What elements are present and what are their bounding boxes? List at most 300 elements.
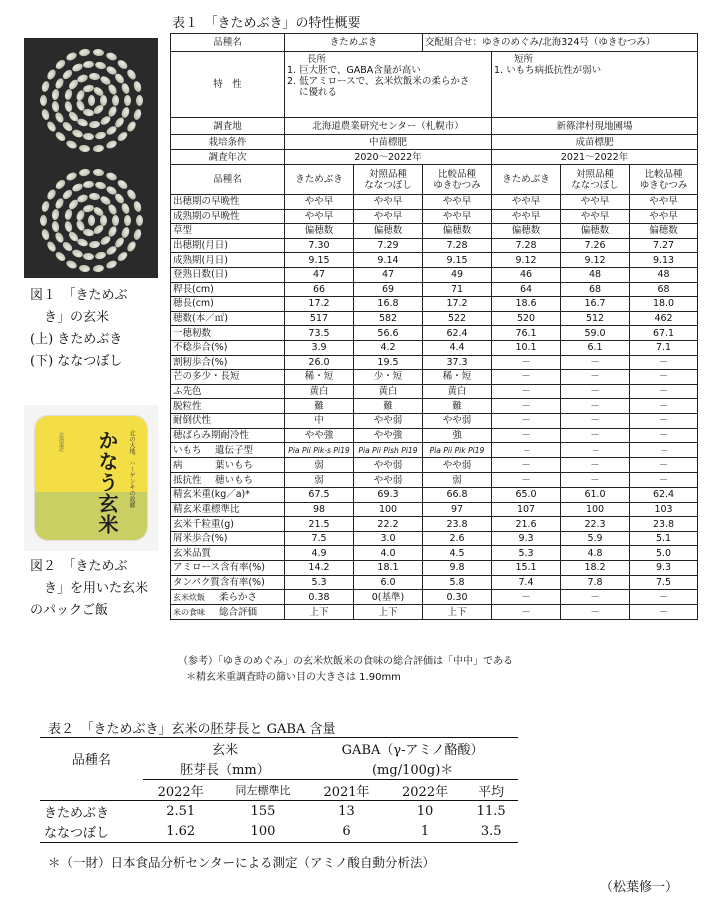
value-cell: やや早: [354, 209, 423, 224]
value-cell: 21.5: [285, 517, 354, 532]
value-cell: 48: [630, 267, 698, 282]
value-cell: 22.3: [561, 517, 630, 532]
caption-line: き」を用いた玄米: [44, 581, 149, 596]
value-cell: 103: [630, 502, 698, 517]
t2-cell: 10: [416, 803, 434, 819]
value-cell: 強: [423, 428, 492, 443]
value-cell: 66: [285, 282, 354, 297]
caption-line: き」の玄米: [44, 310, 110, 325]
t2-sub-head: 2021年: [307, 780, 386, 801]
value-cell: やや早: [285, 195, 354, 210]
years-b-cell: 2021～2022年: [492, 150, 698, 165]
rice-grain: [83, 181, 95, 189]
rice-grain: [133, 201, 143, 214]
rice-grain: [105, 171, 118, 182]
value-cell: 難: [285, 399, 354, 414]
demerit-item: 1. いもち病抵抗性が弱い: [494, 65, 602, 76]
table2-gaba: [40, 737, 518, 843]
row-label: 芒の多少・長短: [171, 370, 285, 385]
merit-item: に優れる: [299, 87, 338, 98]
rice-grain: [136, 95, 143, 106]
rice-grain: [83, 61, 95, 69]
value-cell: 68: [561, 282, 630, 297]
value-cell: 61.0: [561, 488, 630, 503]
value-cell: －: [492, 413, 561, 428]
value-cell: 偏穂数: [630, 224, 698, 239]
value-cell: 9.15: [285, 253, 354, 268]
rice-grain: [107, 83, 118, 96]
rice-grain: [54, 58, 67, 71]
rice-grain: [45, 188, 57, 201]
value-cell: －: [561, 428, 630, 443]
value-cell: 7.29: [354, 238, 423, 253]
value-cell: 7.5: [630, 575, 698, 590]
table2-note: ＊（一財）日本食品分析センターによる測定（アミノ酸自動分析法）: [48, 855, 436, 870]
table-row: [171, 575, 698, 590]
value-cell: やや早: [492, 195, 561, 210]
rice-grain: [41, 81, 51, 93]
value-cell: 4.8: [561, 546, 630, 561]
rice-grain: [105, 259, 118, 270]
value-cell: 上下: [285, 605, 354, 620]
col-head: きためぶき: [492, 165, 561, 195]
value-cell: 6.0: [354, 575, 423, 590]
years-a-cell: 2020～2022年: [285, 150, 492, 165]
rice-grain: [116, 131, 129, 144]
rice-grain: [88, 95, 95, 106]
rice-grain: [92, 144, 104, 153]
value-cell: 71: [423, 282, 492, 297]
value-cell: 16.8: [354, 297, 423, 312]
value-cell: 4.2: [354, 340, 423, 355]
t2-cell: 13: [338, 803, 355, 819]
col-head: 対照品種 ななつぼし: [354, 165, 423, 195]
row-label: 穂数(本／㎡): [171, 311, 285, 326]
value-cell: 98: [285, 502, 354, 517]
row-label: 屑米歩合(%): [171, 531, 285, 546]
value-cell: －: [561, 605, 630, 620]
rice-grain: [89, 73, 101, 81]
value-cell: 64: [492, 282, 561, 297]
value-cell: 9.13: [630, 253, 698, 268]
value-cell: 黄白: [423, 384, 492, 399]
t2-cell: 100: [219, 822, 308, 843]
value-cell: －: [561, 355, 630, 370]
t2-head-variety: 品種名: [40, 738, 143, 780]
value-cell: 16.7: [561, 297, 630, 312]
table1-characteristics: [170, 33, 698, 620]
value-cell: 59.0: [561, 326, 630, 341]
value-cell: やや強: [285, 428, 354, 443]
value-cell: 7.8: [561, 575, 630, 590]
value-cell: 462: [630, 311, 698, 326]
value-cell: やや弱: [423, 458, 492, 473]
value-cell: Pia Pii Pish Pi19: [354, 443, 423, 458]
table-row: [171, 590, 698, 605]
table1-notes: [178, 654, 513, 686]
rice-grain: [88, 215, 95, 226]
value-cell: 3.9: [285, 340, 354, 355]
value-cell: やや早: [630, 195, 698, 210]
value-cell: やや早: [561, 209, 630, 224]
variety-label-cell: 品種名: [171, 34, 285, 52]
rice-grain: [65, 259, 78, 270]
value-cell: 6.1: [561, 340, 630, 355]
value-cell: 520: [492, 311, 561, 326]
rice-grain: [124, 95, 131, 106]
t2-cell: 2.51: [166, 803, 196, 819]
value-cell: 76.1: [492, 326, 561, 341]
rice-grain: [52, 89, 61, 101]
table-row: [171, 488, 698, 503]
value-cell: 100: [354, 502, 423, 517]
t2-head-embryo: 胚芽長（mm）: [143, 759, 308, 780]
value-cell: 10.1: [492, 340, 561, 355]
rice-grain: [45, 68, 57, 81]
value-cell: 稀・短: [285, 370, 354, 385]
value-cell: やや弱: [423, 413, 492, 428]
row-label: 精玄米重標準比: [171, 502, 285, 517]
value-cell: 5.1: [630, 531, 698, 546]
table-row: [171, 267, 698, 282]
value-cell: 582: [354, 311, 423, 326]
value-cell: －: [630, 605, 698, 620]
row-label: 成熟期(月日): [171, 253, 285, 268]
rice-pack-image: [34, 415, 148, 541]
rice-grain: [88, 120, 100, 128]
value-cell: やや弱: [354, 413, 423, 428]
rice-grain: [77, 193, 90, 204]
cond-label-cell: 栽培条件: [171, 135, 285, 150]
value-cell: 47: [285, 267, 354, 282]
rice-grain: [52, 220, 61, 232]
value-cell: －: [561, 458, 630, 473]
row-label: アミロース含有率(%): [171, 561, 285, 576]
value-cell: －: [630, 413, 698, 428]
value-cell: －: [561, 399, 630, 414]
value-cell: －: [492, 428, 561, 443]
rice-grain: [52, 100, 61, 112]
row-label: 登熟日数(日): [171, 267, 285, 282]
value-cell: 22.2: [354, 517, 423, 532]
col-head: きためぶき: [285, 165, 354, 195]
t2-row-name: きためぶき: [44, 805, 110, 821]
rice-grain: [54, 178, 67, 191]
value-cell: 69.3: [354, 488, 423, 503]
rice-grain: [63, 100, 73, 112]
author: （松葉修一）: [600, 880, 679, 895]
value-cell: 9.14: [354, 253, 423, 268]
value-cell: 18.2: [561, 561, 630, 576]
value-cell: 7.1: [630, 340, 698, 355]
rice-grain: [83, 132, 94, 140]
rice-grain: [79, 49, 91, 58]
rice-grain: [99, 234, 112, 246]
value-cell: 難: [354, 399, 423, 414]
value-cell: 512: [561, 311, 630, 326]
value-cell: 偏穂数: [492, 224, 561, 239]
rice-grain: [107, 203, 118, 216]
t2-sub-head: 2022年: [143, 780, 219, 801]
table-row: [171, 428, 698, 443]
value-cell: －: [630, 473, 698, 488]
value-cell: 100: [561, 502, 630, 517]
value-cell: －: [492, 399, 561, 414]
rice-grain: [136, 215, 143, 226]
value-cell: 黄白: [285, 384, 354, 399]
value-cell: 47: [354, 267, 423, 282]
value-cell: やや弱: [354, 473, 423, 488]
value-cell: 弱: [285, 458, 354, 473]
caption-line: 図２ 「きためぶ: [30, 559, 128, 574]
value-cell: －: [630, 443, 698, 458]
value-cell: 23.8: [423, 517, 492, 532]
value-cell: 0(基準): [354, 590, 423, 605]
figure1-rice-grain-photo: [24, 38, 158, 278]
cross-value: ゆきのめぐみ/北海324号（ゆきむつみ）: [482, 37, 656, 48]
row-label: 脱粒性: [171, 399, 285, 414]
value-cell: 偏穂数: [354, 224, 423, 239]
value-cell: 18.6: [492, 297, 561, 312]
value-cell: 4.9: [285, 546, 354, 561]
table-row: [171, 399, 698, 414]
rice-grain: [52, 209, 61, 221]
value-cell: 4.4: [423, 340, 492, 355]
row-label: 穂ばらみ期耐冷性: [171, 428, 285, 443]
row-label: 不稔歩合(%): [171, 340, 285, 355]
note-line: （参考）「ゆきのめぐみ」の玄米炊飯米の食味の総合評価は「中中」である: [178, 656, 513, 667]
value-cell: 少・短: [354, 370, 423, 385]
rice-grain: [83, 252, 94, 260]
table2-title: 表２ 「きためぶき」玄米の胚芽長と GABA 含量: [48, 722, 336, 737]
value-cell: －: [492, 605, 561, 620]
value-cell: 73.5: [285, 326, 354, 341]
value-cell: 517: [285, 311, 354, 326]
value-cell: 7.30: [285, 238, 354, 253]
value-cell: －: [561, 413, 630, 428]
merit-item: 2. 低アミロースで、玄米炊飯米の柔らかさ: [287, 76, 470, 87]
value-cell: 上下: [423, 605, 492, 620]
t2-cell: 1: [386, 822, 465, 843]
rice-grain: [126, 188, 138, 201]
rice-grain: [54, 251, 67, 263]
caption-line: 図１ 「きためぶ: [30, 288, 128, 303]
value-cell: 上下: [354, 605, 423, 620]
value-cell: －: [492, 473, 561, 488]
value-cell: 9.3: [492, 531, 561, 546]
cond-a-cell: 中苗標肥: [285, 135, 492, 150]
value-cell: －: [561, 384, 630, 399]
value-cell: 46: [492, 267, 561, 282]
sub-label: 葉いもち: [215, 459, 254, 471]
value-cell: 14.2: [285, 561, 354, 576]
rice-grain: [133, 81, 143, 94]
note-line: ＊精玄米重調査時の篩い目の大きさは 1.90mm: [186, 672, 401, 683]
rice-grain: [71, 248, 84, 259]
rice-grain: [94, 251, 106, 261]
t2-sub-head: 2022年: [386, 780, 465, 801]
rice-grain: [88, 240, 100, 248]
table-row: [171, 605, 698, 620]
value-cell: －: [630, 355, 698, 370]
value-cell: 9.3: [630, 561, 698, 576]
table1-title: 表１ 「きためぶき」の特性概要: [172, 16, 361, 31]
value-cell: 7.4: [492, 575, 561, 590]
value-cell: 7.28: [423, 238, 492, 253]
demerits-cell: [492, 52, 698, 118]
t2-head-rice: 玄米: [143, 738, 308, 759]
figure1-caption: [30, 285, 128, 373]
rice-grain: [71, 128, 84, 139]
traits-label-cell: 特 性: [171, 52, 285, 118]
value-cell: 15.1: [492, 561, 561, 576]
rice-grain: [94, 181, 106, 190]
caption-line: (下) ななつぼし: [30, 354, 123, 369]
table-row: [171, 370, 698, 385]
rice-grain: [105, 125, 118, 137]
value-cell: 稀・短: [423, 370, 492, 385]
t2-cell: 6: [307, 822, 386, 843]
rice-grain: [92, 264, 104, 273]
value-cell: 2.6: [423, 531, 492, 546]
value-cell: 97: [423, 502, 492, 517]
rice-grain: [79, 169, 91, 178]
row-label: 玄米千粒重(g): [171, 517, 285, 532]
rice-grain: [45, 120, 57, 133]
value-cell: 18.1: [354, 561, 423, 576]
row-label: 稈長(cm): [171, 282, 285, 297]
t2-cell: 3.5: [464, 822, 518, 843]
rice-grain: [65, 139, 78, 150]
row-label: [171, 473, 285, 488]
value-cell: 中: [285, 413, 354, 428]
pack-subtitle: 北の大地、ハーゲンキの故郷: [128, 430, 135, 508]
table-row: [171, 384, 698, 399]
rice-grain: [92, 49, 104, 57]
rice-grain: [105, 51, 118, 62]
value-cell: 偏穂数: [423, 224, 492, 239]
row-label: 耐倒伏性: [171, 413, 285, 428]
value-cell: －: [630, 370, 698, 385]
value-cell: Pia Pii Pik Pi19: [423, 443, 492, 458]
row-label: 精玄米重(kg／a)*: [171, 488, 285, 503]
sub-label: 穂いもち: [215, 474, 254, 486]
value-cell: －: [561, 590, 630, 605]
table-row: [171, 195, 698, 210]
value-cell: 67.1: [630, 326, 698, 341]
rice-grain: [112, 95, 119, 106]
value-cell: 4.5: [423, 546, 492, 561]
value-cell: 66.8: [423, 488, 492, 503]
table-row: [171, 473, 698, 488]
value-cell: 17.2: [423, 297, 492, 312]
value-cell: 48: [561, 267, 630, 282]
rice-grain: [116, 58, 129, 70]
table1-body: [171, 195, 698, 620]
table-row: [171, 238, 698, 253]
value-cell: －: [561, 370, 630, 385]
value-cell: －: [630, 458, 698, 473]
t2-cell: 11.5: [476, 803, 506, 819]
t2-sub-head: 平均: [464, 780, 518, 801]
value-cell: －: [492, 370, 561, 385]
value-cell: 21.6: [492, 517, 561, 532]
value-cell: 5.9: [561, 531, 630, 546]
rice-grain: [120, 82, 130, 95]
value-cell: 62.4: [630, 488, 698, 503]
table-row: [171, 546, 698, 561]
sub-label: 柔らかさ: [219, 591, 258, 603]
table-row: [171, 297, 698, 312]
rice-grain: [126, 68, 138, 81]
demerits-title: 短所: [514, 54, 534, 65]
value-cell: 9.12: [561, 253, 630, 268]
site-label-cell: 調査地: [171, 118, 285, 135]
rice-grain: [133, 228, 143, 241]
row-label: 割籾歩合(%): [171, 355, 285, 370]
table-row: [171, 443, 698, 458]
rice-grain: [94, 61, 106, 70]
value-cell: －: [561, 443, 630, 458]
row-label: 出穂期の早晩性: [171, 195, 285, 210]
value-cell: －: [630, 399, 698, 414]
row-label: 成熟期の早晩性: [171, 209, 285, 224]
value-cell: やや弱: [354, 458, 423, 473]
pack-side-text: 北海道産: [58, 432, 64, 452]
table-row: [171, 458, 698, 473]
value-cell: －: [492, 443, 561, 458]
t2-head-gaba: GABA（γ-アミノ酪酸）: [307, 738, 518, 759]
row-label: ふ先色: [171, 384, 285, 399]
value-cell: 難: [423, 399, 492, 414]
table-row: [171, 413, 698, 428]
group-label: 抵抗性: [173, 474, 202, 486]
rice-grain: [77, 118, 90, 128]
value-cell: －: [492, 384, 561, 399]
value-cell: 7.27: [630, 238, 698, 253]
rice-grain: [92, 169, 104, 177]
rice-grain: [45, 240, 57, 253]
value-cell: －: [492, 590, 561, 605]
row-label: 玄米品質: [171, 546, 285, 561]
rice-grain: [54, 131, 67, 143]
t2-sub-head: 同左標準比: [219, 780, 308, 801]
value-cell: やや早: [492, 209, 561, 224]
value-cell: やや早: [423, 195, 492, 210]
value-cell: 18.0: [630, 297, 698, 312]
cond-b-cell: 成苗標肥: [492, 135, 698, 150]
row-label: 一穂籾数: [171, 326, 285, 341]
t2-cell: 155: [250, 803, 276, 819]
table-row: [171, 355, 698, 370]
table-row: [171, 326, 698, 341]
value-cell: やや早: [423, 209, 492, 224]
rice-grain: [116, 178, 129, 190]
value-cell: －: [630, 428, 698, 443]
value-cell: 49: [423, 267, 492, 282]
cross-label: 交配組合せ：: [425, 37, 483, 48]
value-cell: 9.12: [492, 253, 561, 268]
rice-grain: [126, 240, 138, 253]
value-cell: －: [492, 355, 561, 370]
value-cell: 4.0: [354, 546, 423, 561]
rice-grain: [40, 215, 47, 226]
value-cell: 7.5: [285, 531, 354, 546]
rice-grain: [99, 114, 112, 126]
value-cell: 9.8: [423, 561, 492, 576]
variety-value-cell: きためぶき: [285, 34, 423, 52]
table-row: [171, 340, 698, 355]
